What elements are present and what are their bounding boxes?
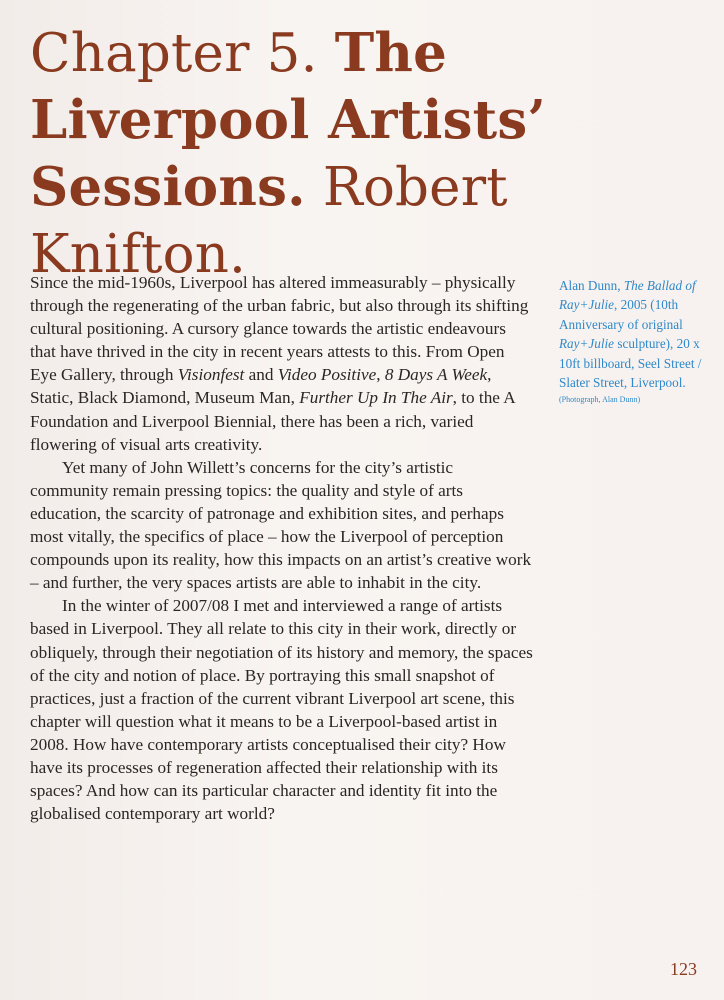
- body-paragraph-3: [30, 594, 535, 825]
- body-paragraph-1: [30, 271, 535, 456]
- text-run: and: [244, 365, 278, 385]
- italic-title-run: Video Positive: [277, 365, 377, 385]
- italic-title-run: 8 Days A Week: [384, 365, 488, 385]
- chapter-title-bold: The Liverpool Artists’ Sessions.: [30, 22, 547, 218]
- italic-title-run: Further Up In The Air: [299, 388, 453, 408]
- body-text: [30, 271, 535, 825]
- page-number: 123: [670, 959, 697, 979]
- chapter-title: [30, 20, 710, 288]
- caption-year: , 2005 (10th Anniversary of original: [559, 297, 683, 332]
- text-run: In the winter of 2007/08 I met and interviewed a range of artists based in Liverpool. They all relate to this city in their work, directly or obliquely, through their negotiation of its history and memory, the spaces of the city and notion of place. By portraying this small snapshot of practices, just a fraction of the current vibrant Liverpool art scene, this chapter will question what it means to be a Liverpool-based artist in 2008. How have contemporary artists conceptualised their city? How have its processes of regeneration affected their relationship with its spaces? And how can its particular character and identity fit into the globalised contemporary art world?: [30, 596, 533, 824]
- text-run: Since the mid-1960s, Liverpool has altered immeasurably – physically through the regenerating of the urban fabric, but also through its shifting cultural positioning. A cursory glance towards the artistic endeavours that have thrived in the city in recent years attests to this. From Open Eye Gallery, through: [30, 273, 529, 385]
- text-run: , Static, Black Diamond, Museum Man,: [30, 365, 492, 408]
- chapter-author: Robert Knifton.: [30, 157, 508, 285]
- image-caption: [559, 276, 709, 407]
- caption-details: sculpture), 20 x 10ft billboard, Seel Street / Slater Street, Liverpool.: [559, 336, 702, 391]
- caption-credit: (Photograph, Alan Dunn): [559, 395, 641, 405]
- italic-title-run: Visionfest: [177, 365, 245, 385]
- body-paragraph-2: [30, 456, 535, 595]
- text-run: Yet many of John Willett’s concerns for the city’s artistic community remain pressing topics: the quality and style of arts education, the scarcity of patronage and exhibition sites, and perhaps most vitally, the specifics of place – how the Liverpool of perception compounds upon its reality, how this impacts on an artist’s creative work – and further, the very spaces artists are able to inhabit in the city.: [30, 457, 532, 593]
- caption-work-title: The Ballad of Ray+Julie: [559, 278, 696, 313]
- text-run: , to the A Foundation and Liverpool Biennial, there has been a rich, varied flowering of visual arts creativity.: [30, 388, 515, 454]
- text-run: ,: [376, 365, 385, 385]
- chapter-number: Chapter 5.: [30, 23, 318, 84]
- caption-artist: Alan Dunn,: [559, 278, 624, 293]
- caption-original-title: Ray+Julie: [559, 336, 615, 352]
